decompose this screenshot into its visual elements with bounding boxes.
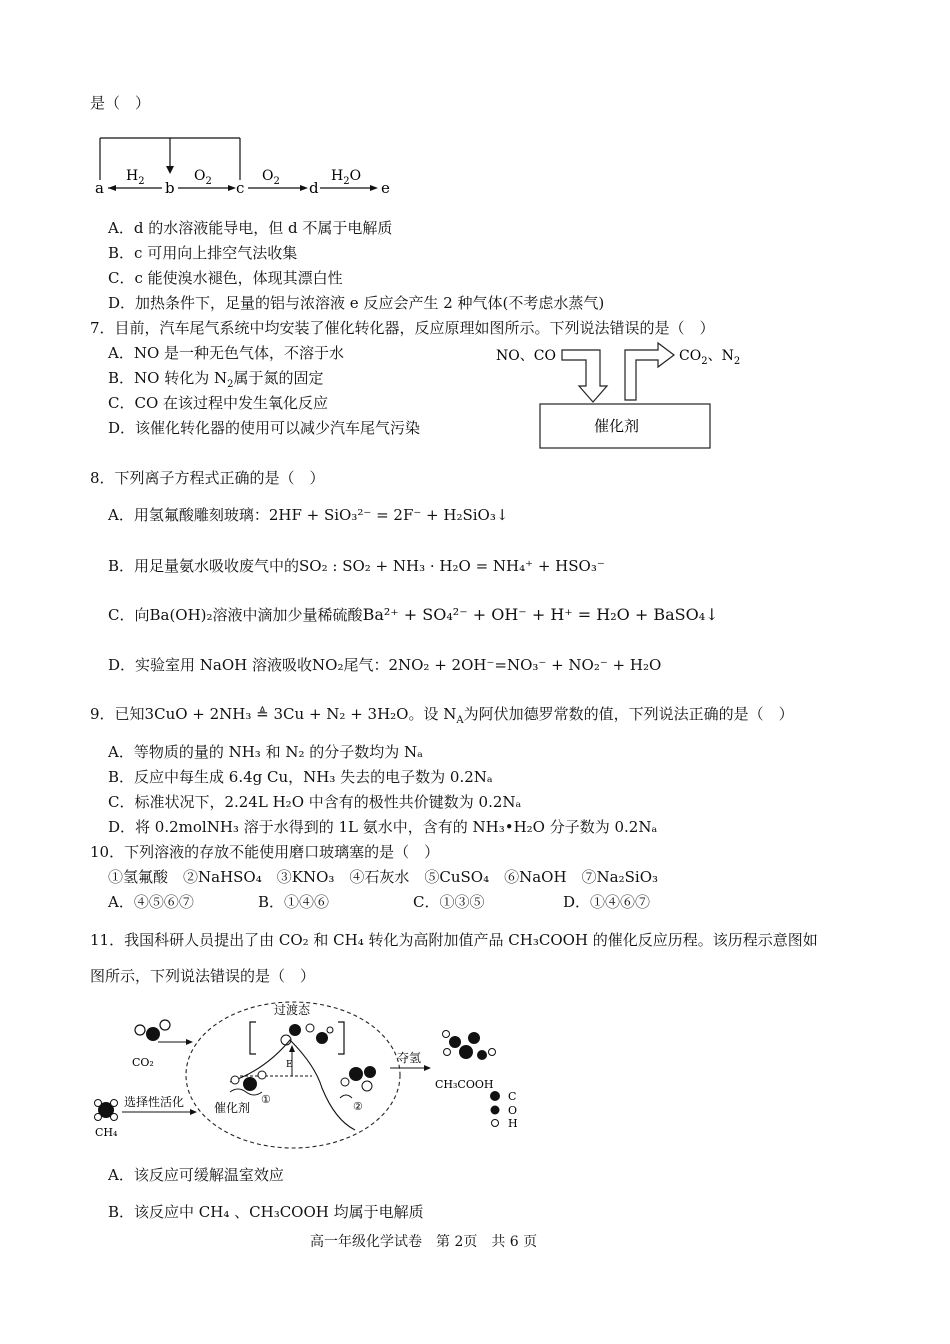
svg-text:夺氢: 夺氢 [397, 1051, 422, 1065]
q7-option-d: D．该催化转化器的使用可以减少汽车尾气污染 [108, 419, 421, 437]
q11-stem-line1: 11．我国科研人员提出了由 CO₂ 和 CH₄ 转化为高附加值产品 CH₃COOH 的催化反应历程。该历程示意图如 [90, 931, 818, 949]
q9-option-d: D．将 0.2molNH₃ 溶于水得到的 1L 氨水中，含有的 NH₃•H₂O 分子数为 0.2Nₐ [108, 818, 658, 836]
q8-option-b: B．用足量氨水吸收废气中的SO₂ : SO₂ + NH₃ · H₂O = NH₄⁺ + HSO₃⁻ [108, 557, 605, 575]
q11-stem-line2: 图所示，下列说法错误的是（ ） [90, 967, 316, 985]
q11-reaction-diagram [90, 1000, 540, 1160]
page-footer: 高一年级化学试卷 第 2页 共 6 页 [310, 1234, 538, 1250]
q10-items: ①氢氟酸 ②NaHSO₄ ③KNO₃ ④石灰水 ⑤CuSO₄ ⑥NaOH ⑦Na₂SiO₃ [108, 868, 659, 886]
q7-catalyst-diagram [490, 338, 770, 453]
q8-option-c: C．向Ba(OH)₂溶液中滴加少量稀硫酸Ba²⁺ + SO₄²⁻ + OH⁻ + H⁺ = H₂O + BaSO₄↓ [108, 605, 719, 624]
q7-option-a: A．NO 是一种无色气体，不溶于水 [108, 344, 345, 362]
q6-option-d: D．加热条件下，足量的铝与浓溶液 e 反应会产生 2 种气体(不考虑水蒸气) [108, 294, 605, 312]
svg-text:O2: $O_2$ [262, 168, 280, 187]
svg-text:H2: $H_2$ [126, 168, 145, 187]
q10-option-c: C．①③⑤ [413, 893, 485, 911]
q10-option-b: B．①④⑥ [258, 893, 330, 911]
q6-option-b: B．c 可用向上排空气法收集 [108, 244, 298, 262]
q10-option-d: D．①④⑥⑦ [563, 893, 651, 911]
q11-option-b: B．该反应中 CH₄ 、CH₃COOH 均属于电解质 [108, 1203, 424, 1221]
svg-text:CO₂: CO₂ [132, 1056, 154, 1069]
node-e: e [381, 179, 390, 197]
q10-option-a: A．④⑤⑥⑦ [108, 893, 194, 911]
node-a: a [95, 179, 104, 197]
svg-text:H: H [508, 1117, 518, 1130]
svg-text:C: C [508, 1090, 517, 1103]
q7-stem: 7．目前，汽车尾气系统中均安装了催化转化器，反应原理如图所示。下列说法错误的是（ ） [90, 319, 715, 337]
q6-option-a: A．d 的水溶液能导电，但 d 不属于电解质 [108, 219, 393, 237]
node-b: b [165, 179, 175, 197]
svg-text:①: ① [261, 1093, 271, 1106]
q11-option-a: A．该反应可缓解温室效应 [108, 1166, 284, 1184]
svg-text:选择性活化: 选择性活化 [124, 1095, 185, 1109]
node-c: c [236, 179, 245, 197]
node-d: d [309, 179, 319, 197]
svg-text:过渡态: 过渡态 [274, 1003, 311, 1017]
svg-text:O2: $O_2$ [194, 168, 212, 187]
svg-text:②: ② [353, 1100, 363, 1113]
q8-option-a: A．用氢氟酸雕刻玻璃：2HF + SiO₃²⁻ = 2F⁻ + H₂SiO₃↓ [108, 506, 509, 524]
svg-text:O: O [508, 1104, 518, 1117]
q6-conversion-diagram [90, 130, 400, 202]
q9-option-a: A．等物质的量的 NH₃ 和 N₂ 的分子数均为 Nₐ [108, 743, 423, 761]
q6-stem-tail: 是（ ） [90, 94, 151, 112]
svg-text:CH₄: CH₄ [95, 1126, 118, 1139]
q8-option-d: D．实验室用 NaOH 溶液吸收NO₂尾气：2NO₂ + 2OH⁻=NO₃⁻ + NO₂⁻ + H₂O [108, 656, 662, 674]
q7-option-b: B．NO 转化为 $N_2$属于氮的固定 [108, 369, 324, 390]
q6-option-c: C．c 能使溴水褪色，体现其漂白性 [108, 269, 343, 287]
q9-option-c: C．标准状况下，2.24L H₂O 中含有的极性共价键数为 0.2Nₐ [108, 793, 522, 811]
svg-text:H2O: $H_2O$ [331, 168, 362, 187]
svg-text:催化剂: 催化剂 [594, 417, 640, 435]
svg-text:CH₃COOH: CH₃COOH [435, 1078, 494, 1091]
svg-text:CO2、N2: $CO_2$、$N_2$ [679, 348, 741, 367]
svg-text:催化剂: 催化剂 [214, 1101, 251, 1115]
q9-stem: 9．已知3CuO + 2NH₃ ≜ 3Cu + N₂ + 3H₂O。设 $N_A$为阿伏加德罗常数的值，下列说法正确的是（ ） [90, 705, 794, 726]
q8-stem: 8．下列离子方程式正确的是（ ） [90, 469, 325, 487]
svg-text:E: E [286, 1060, 293, 1070]
q10-stem: 10．下列溶液的存放不能使用磨口玻璃塞的是（ ） [90, 843, 440, 861]
q7-option-c: C．CO 在该过程中发生氧化反应 [108, 394, 329, 412]
q9-option-b: B．反应中每生成 6.4g Cu，NH₃ 失去的电子数为 0.2Nₐ [108, 768, 493, 786]
svg-text:NO、CO: NO、CO [496, 348, 556, 364]
